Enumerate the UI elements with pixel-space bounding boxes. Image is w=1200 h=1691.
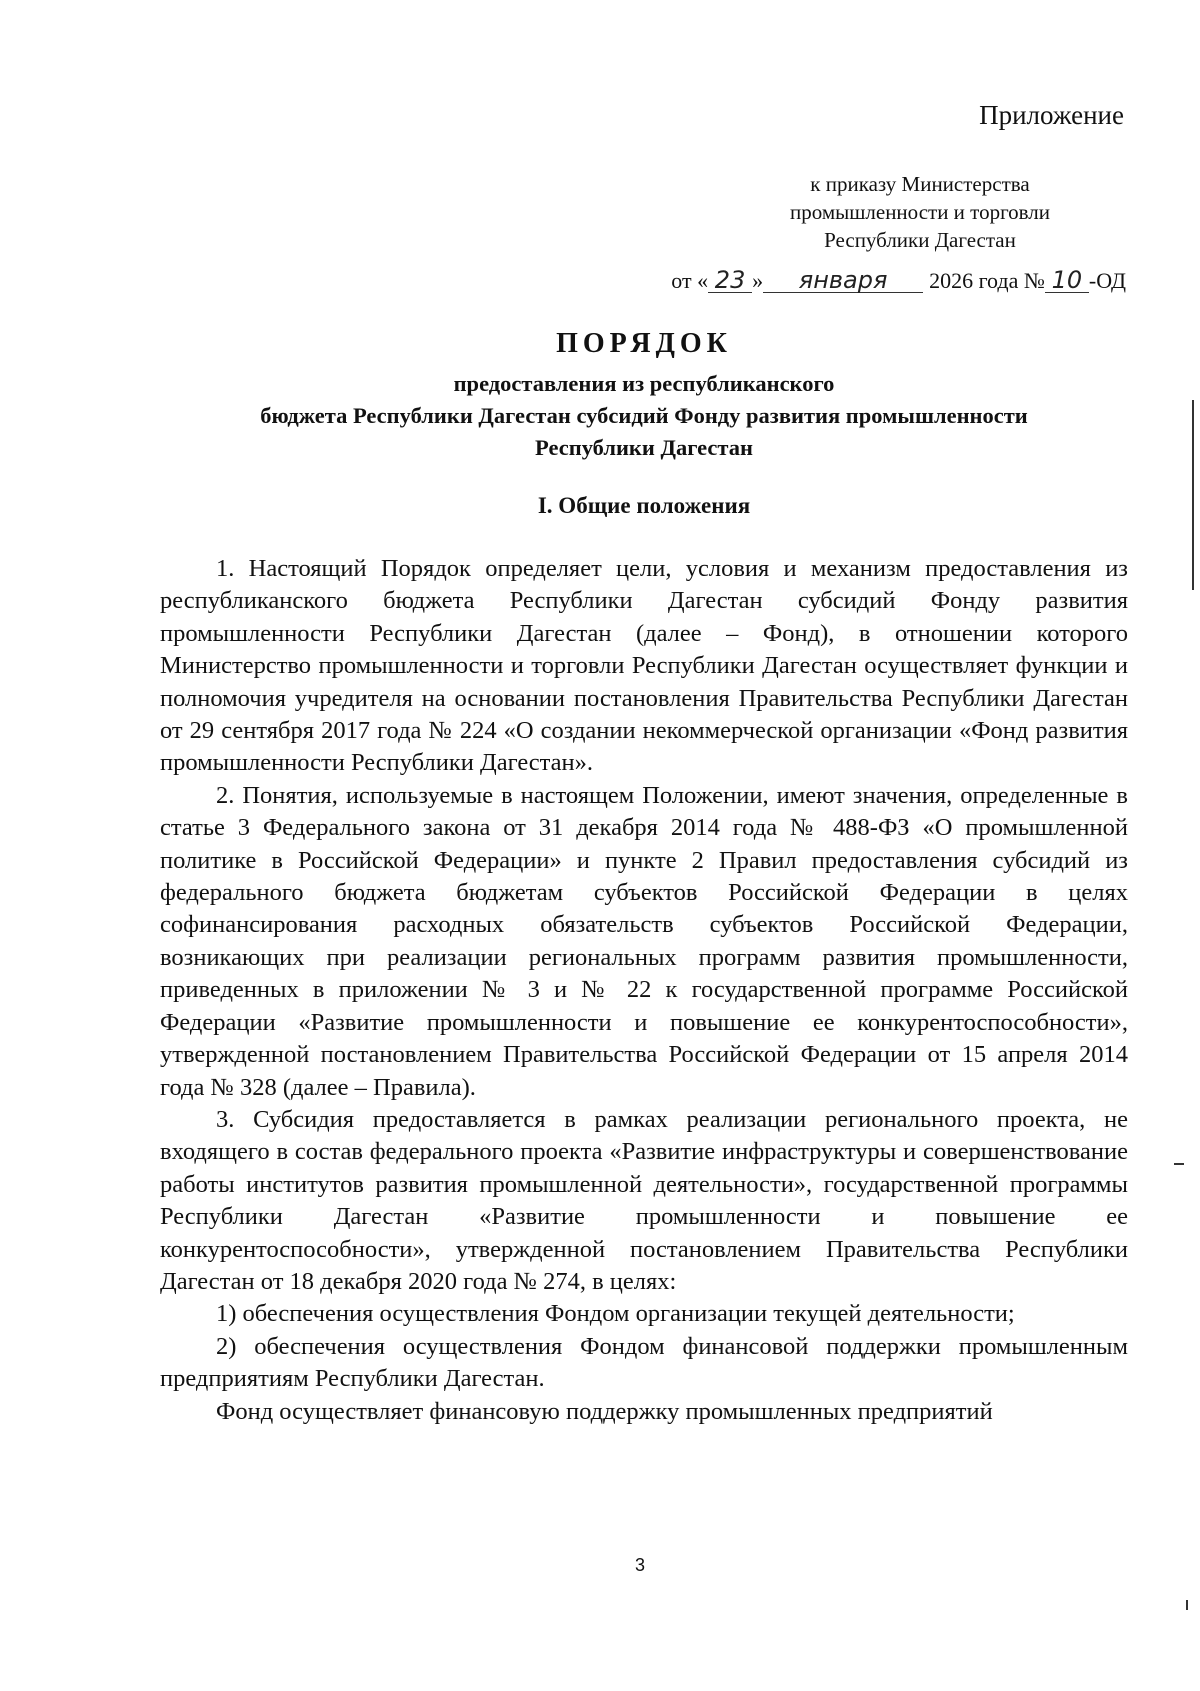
- document-subtitle: [160, 368, 1128, 464]
- subtitle-line: Республики Дагестан: [535, 435, 753, 460]
- order-reference-line: промышленности и торговли: [789, 200, 1051, 224]
- scan-artifact: [1174, 1163, 1184, 1165]
- handwritten-order-number: 10: [1045, 268, 1089, 293]
- document-body: [160, 553, 1128, 1428]
- date-prefix: от «: [671, 268, 709, 293]
- appendix-label: Приложение: [979, 100, 1124, 130]
- document-title: ПОРЯДОК: [556, 328, 732, 359]
- date-mid: »: [752, 268, 764, 293]
- order-reference: [770, 170, 1070, 254]
- section-title: I. Общие положения: [537, 493, 751, 518]
- handwritten-month: января: [763, 268, 923, 293]
- handwritten-day: 23: [708, 268, 752, 293]
- page-number: 3: [634, 1555, 645, 1575]
- paragraph: Фонд осуществляет финансовую поддержку промышленных предприятий: [216, 1397, 993, 1425]
- order-reference-line: к приказу Министерства: [810, 172, 1030, 196]
- paragraph: 3. Субсидия предоставляется в рамках реализации регионального проекта, не входящего в состав федерального проекта «Развитие инфраструктуры и совершенствование работы институтов развития промышленной деятельности», государственной программы Республики Дагестан «Развитие промышленности и повышение ее конкурентоспособности», утвержденной постановлением Правительства Республики Дагестан от 18 декабря 2020 года № 274, в целях:: [160, 1105, 1128, 1295]
- subtitle-line: бюджета Республики Дагестан субсидий Фонду развития промышленности: [260, 403, 1028, 428]
- list-item: 1) обеспечения осуществления Фондом организации текущей деятельности;: [216, 1300, 1015, 1328]
- list-item: 2) обеспечения осуществления Фондом финансовой поддержки промышленным предприятиям Республики Дагестан.: [160, 1332, 1128, 1393]
- subtitle-line: предоставления из республиканского: [453, 371, 835, 396]
- order-reference-line: Республики Дагестан: [824, 228, 1016, 252]
- date-year-text: 2026 года №: [929, 268, 1045, 293]
- order-suffix: -ОД: [1088, 268, 1126, 293]
- paragraph: 2. Понятия, используемые в настоящем Положении, имеют значения, определенные в статье 3 Федерального закона от 31 декабря 2014 года № 488-ФЗ «О промышленной политике в Российской Федерации» и пункте 2 Правил предоставления субсидий из федерального бюджета бюджетам субъектов Российской Федерации в целях софинансирования расходных обязательств субъектов Российской Федерации, возникающих при реализации региональных программ развития промышленности, приведенных в приложении № 3 и № 22 к государственной программе Российской Федерации «Развитие промышленности и повышение ее конкурентоспособности», утвержденной постановлением Правительства Российской Федерации от 15 апреля 2014 года № 328 (далее – Правила).: [160, 781, 1128, 1101]
- paragraph: 1. Настоящий Порядок определяет цели, условия и механизм предоставления из республиканского бюджета Республики Дагестан субсидий Фонду развития промышленности Республики Дагестан (далее – Фонд), в отношении которого Министерство промышленности и торговли Республики Дагестан осуществляет функции и полномочия учредителя на основании постановления Правительства Республики Дагестан от 29 сентября 2017 года № 224 «О создании некоммерческой организации «Фонд развития промышленности Республики Дагестан».: [160, 555, 1128, 777]
- order-date-line: [671, 268, 1126, 294]
- scan-artifact: [1186, 1600, 1188, 1610]
- scan-artifact: [1192, 400, 1194, 590]
